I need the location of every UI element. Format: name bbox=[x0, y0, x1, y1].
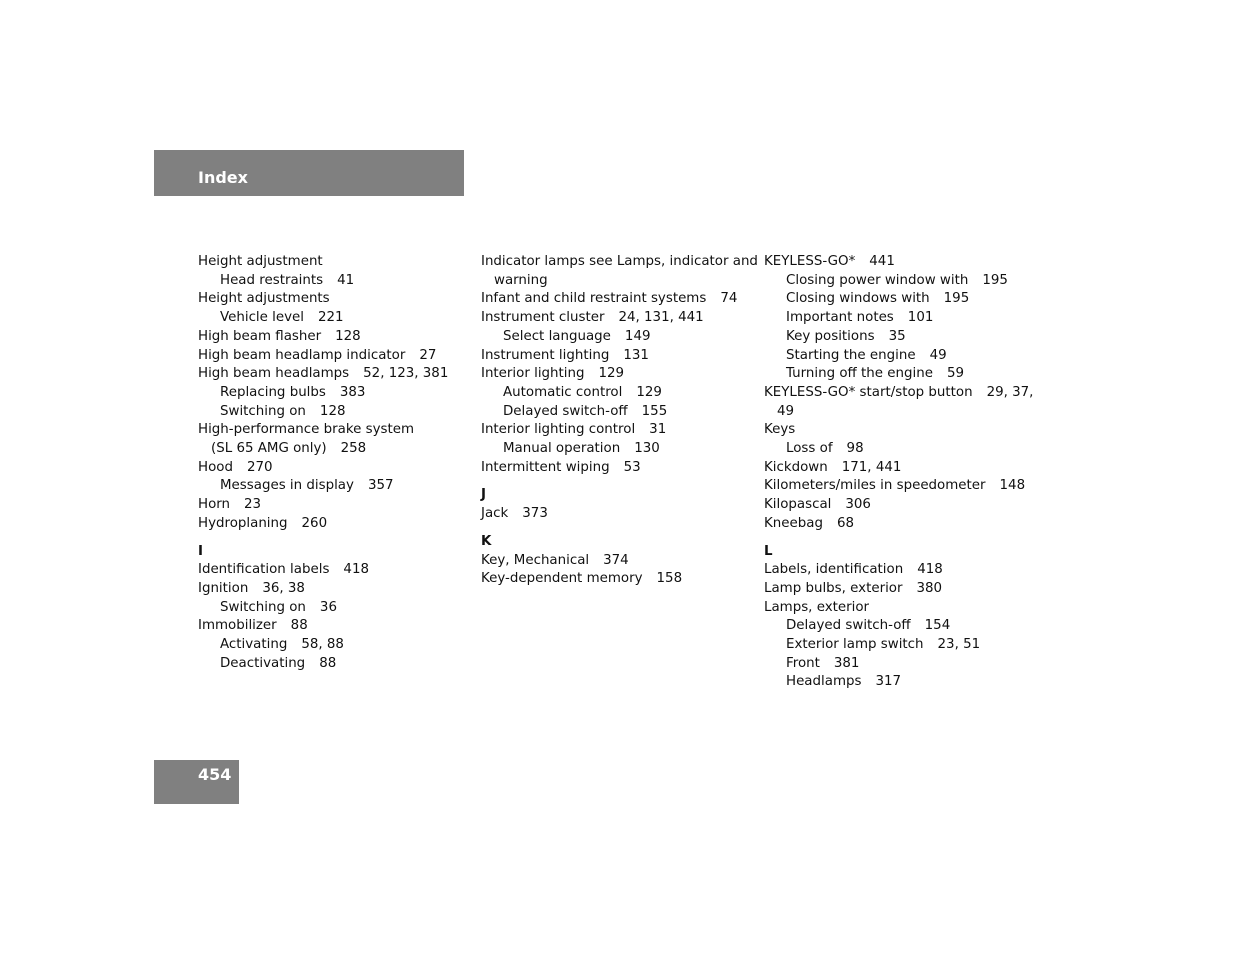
entry-text: Replacing bulbs bbox=[220, 384, 326, 400]
entry-text: Manual operation bbox=[503, 441, 621, 457]
index-entry bbox=[764, 599, 1034, 618]
index-entry bbox=[481, 272, 751, 291]
page-number-box bbox=[154, 760, 239, 804]
page-reference: 373 bbox=[522, 506, 548, 522]
index-entry bbox=[198, 580, 468, 599]
page-reference: 158 bbox=[656, 571, 683, 587]
entry-text: (SL 65 AMG only) bbox=[211, 441, 327, 457]
index-header-bar bbox=[154, 150, 464, 196]
entry-text: Hydroplaning bbox=[198, 515, 288, 531]
entry-text: Lamps, exterior bbox=[764, 599, 870, 615]
page-reference: 306 bbox=[845, 497, 871, 513]
entry-text: Key positions bbox=[786, 328, 875, 344]
index-entry bbox=[481, 347, 751, 366]
entry-text: Switching on bbox=[220, 403, 306, 419]
page-reference: 374 bbox=[603, 552, 629, 568]
index-column-2 bbox=[481, 253, 758, 589]
page-reference: 88 bbox=[290, 618, 308, 634]
entry-text: Switching on bbox=[220, 599, 306, 615]
page-reference: 381 bbox=[833, 655, 860, 671]
index-letter-heading: L bbox=[764, 543, 773, 559]
index-entry bbox=[198, 515, 468, 534]
index-entry bbox=[198, 365, 468, 384]
entry-text: Identification labels bbox=[198, 562, 330, 578]
index-entry bbox=[198, 328, 468, 347]
entry-text: Kneebag bbox=[764, 515, 823, 531]
page-reference: 23 bbox=[244, 497, 262, 513]
entry-text: Key-dependent memory bbox=[481, 571, 643, 587]
entry-text: High beam headlamps bbox=[198, 366, 350, 382]
index-subentry bbox=[764, 290, 1034, 309]
page-reference: 270 bbox=[246, 459, 273, 475]
index-entry bbox=[764, 477, 1034, 496]
page-reference: 88 bbox=[319, 655, 337, 671]
index-letter-heading: I bbox=[198, 543, 203, 559]
entry-text: Front bbox=[786, 655, 820, 671]
index-entry bbox=[764, 253, 1034, 272]
index-subentry bbox=[481, 384, 751, 403]
page-reference: 129 bbox=[636, 384, 662, 400]
page-reference: 131 bbox=[623, 347, 649, 363]
index-entry bbox=[764, 384, 1034, 403]
entry-text: Kilopascal bbox=[764, 497, 832, 513]
index-subentry bbox=[481, 440, 751, 459]
index-column-1 bbox=[198, 253, 468, 673]
entry-text: Closing power window with bbox=[786, 272, 969, 288]
page-reference: 418 bbox=[917, 562, 943, 578]
index-subentry bbox=[481, 328, 751, 347]
index-entry bbox=[481, 253, 758, 272]
index-subentry bbox=[764, 272, 1034, 291]
entry-text: Ignition bbox=[198, 580, 249, 596]
page-reference: 101 bbox=[907, 310, 934, 326]
entry-text: Horn bbox=[198, 497, 231, 513]
index-entry bbox=[198, 496, 468, 515]
page-reference: 383 bbox=[339, 384, 366, 400]
index-entry bbox=[198, 347, 468, 366]
page-reference: 74 bbox=[720, 291, 738, 307]
index-subentry bbox=[198, 655, 468, 674]
index-entry bbox=[481, 290, 751, 309]
page-reference: 128 bbox=[319, 403, 346, 419]
entry-text: Kilometers/miles in speedometer bbox=[764, 478, 986, 494]
entry-text: Delayed switch-off bbox=[786, 618, 911, 634]
index-entry bbox=[764, 580, 1034, 599]
entry-text: Kickdown bbox=[764, 459, 828, 475]
entry-text: Activating bbox=[220, 637, 288, 653]
page-reference: 130 bbox=[634, 441, 660, 457]
page-reference: 128 bbox=[335, 328, 361, 344]
index-subentry bbox=[764, 365, 1034, 384]
index-entry bbox=[764, 561, 1034, 580]
entry-text: Intermittent wiping bbox=[481, 459, 610, 475]
entry-text: High beam flasher bbox=[198, 328, 322, 344]
entry-text: Important notes bbox=[786, 310, 894, 326]
entry-text: Instrument cluster bbox=[481, 310, 605, 326]
page-title: Index bbox=[198, 168, 248, 187]
index-entry bbox=[198, 440, 468, 459]
page-reference: 36 bbox=[319, 599, 337, 615]
page-reference: 31 bbox=[649, 422, 667, 438]
page-reference: 155 bbox=[641, 403, 668, 419]
entry-text: Head restraints bbox=[220, 272, 324, 288]
index-entry bbox=[481, 552, 751, 571]
entry-text: KEYLESS-GO* bbox=[764, 254, 856, 269]
index-subentry bbox=[764, 347, 1034, 366]
index-subentry bbox=[198, 599, 468, 618]
index-entry bbox=[198, 290, 468, 309]
page-reference: 41 bbox=[337, 272, 355, 288]
entry-text: Headlamps bbox=[786, 674, 862, 690]
page-reference: 29, 37, bbox=[986, 384, 1034, 400]
index-entry bbox=[481, 459, 751, 478]
page-reference: 221 bbox=[318, 310, 344, 326]
entry-text: Infant and child restraint systems bbox=[481, 291, 707, 307]
index-subentry bbox=[764, 328, 1034, 347]
page-reference: 258 bbox=[340, 441, 367, 457]
page-reference: 53 bbox=[623, 459, 641, 475]
index-entry bbox=[481, 309, 751, 328]
entry-text: Interior lighting control bbox=[481, 422, 636, 438]
page-reference: 195 bbox=[943, 291, 970, 307]
page-reference: 68 bbox=[836, 515, 854, 531]
index-letter-heading: J bbox=[481, 487, 486, 503]
entry-text: Vehicle level bbox=[220, 310, 304, 326]
page-reference: 260 bbox=[301, 515, 328, 531]
entry-text: Deactivating bbox=[220, 655, 306, 671]
entry-text: High beam headlamp indicator bbox=[198, 347, 406, 363]
index-subentry bbox=[764, 636, 1034, 655]
page-reference: 129 bbox=[598, 366, 625, 382]
index-entry bbox=[481, 505, 751, 524]
page-reference: 418 bbox=[343, 562, 369, 578]
index-entry bbox=[198, 253, 468, 272]
entry-text: Instrument lighting bbox=[481, 347, 610, 363]
entry-text: Loss of bbox=[786, 441, 833, 457]
index-subentry bbox=[764, 617, 1034, 636]
page-reference: 149 bbox=[624, 328, 651, 344]
page-reference: 317 bbox=[875, 674, 902, 690]
index-column-3 bbox=[764, 253, 1034, 692]
entry-text: Height adjustments bbox=[198, 291, 330, 307]
entry-text: Lamp bulbs, exterior bbox=[764, 580, 903, 596]
index-subentry bbox=[764, 673, 1034, 692]
index-entry bbox=[198, 617, 468, 636]
entry-text: Jack bbox=[481, 506, 509, 522]
index-entry bbox=[764, 403, 1034, 422]
index-subentry bbox=[764, 440, 1034, 459]
index-subentry bbox=[198, 477, 468, 496]
entry-text: Messages in display bbox=[220, 478, 354, 494]
index-subentry bbox=[198, 384, 468, 403]
index-entry bbox=[481, 421, 751, 440]
page-reference: 35 bbox=[888, 328, 906, 344]
index-subentry bbox=[481, 403, 751, 422]
index-entry bbox=[198, 421, 468, 440]
entry-text: 49 bbox=[777, 403, 795, 419]
page-reference: 52, 123, 381 bbox=[363, 366, 449, 382]
page-reference: 27 bbox=[419, 347, 437, 363]
entry-text: Key, Mechanical bbox=[481, 552, 590, 568]
index-entry bbox=[198, 561, 468, 580]
page-reference: 357 bbox=[367, 478, 394, 494]
page-reference: 98 bbox=[846, 441, 864, 457]
page-reference: 171, 441 bbox=[841, 459, 902, 475]
index-subentry bbox=[198, 272, 468, 291]
entry-text: Height adjustment bbox=[198, 254, 323, 269]
page-reference: 195 bbox=[982, 272, 1008, 288]
page-reference: 441 bbox=[869, 254, 895, 269]
index-subentry bbox=[198, 403, 468, 422]
page-reference: 148 bbox=[999, 478, 1026, 494]
entry-text: Starting the engine bbox=[786, 347, 916, 363]
index-subentry bbox=[198, 636, 468, 655]
page-reference: 59 bbox=[946, 366, 964, 382]
index-entry bbox=[764, 421, 1034, 440]
entry-text: warning bbox=[494, 272, 548, 288]
entry-text: Closing windows with bbox=[786, 291, 930, 307]
page-reference: 24, 131, 441 bbox=[618, 310, 704, 326]
index-entry bbox=[481, 365, 751, 384]
entry-text: Indicator lamps see Lamps, indicator and bbox=[481, 254, 758, 269]
index-entry bbox=[481, 570, 751, 589]
page-reference: 23, 51 bbox=[937, 637, 981, 653]
index-subentry bbox=[764, 309, 1034, 328]
index-entry bbox=[764, 515, 1034, 534]
index-subentry bbox=[198, 309, 468, 328]
entry-text: Labels, identification bbox=[764, 562, 904, 578]
entry-text: Hood bbox=[198, 459, 233, 475]
entry-text: Select language bbox=[503, 328, 611, 344]
index-entry bbox=[198, 459, 468, 478]
entry-text: KEYLESS-GO* start/stop button bbox=[764, 384, 973, 400]
entry-text: Interior lighting bbox=[481, 366, 585, 382]
entry-text: Keys bbox=[764, 422, 796, 438]
index-entry bbox=[764, 496, 1034, 515]
page-reference: 36, 38 bbox=[262, 580, 305, 596]
entry-text: High-performance brake system bbox=[198, 422, 415, 438]
page-reference: 58, 88 bbox=[301, 637, 344, 653]
page-reference: 380 bbox=[916, 580, 943, 596]
entry-text: Delayed switch-off bbox=[503, 403, 628, 419]
index-letter-heading: K bbox=[481, 533, 492, 549]
index-entry bbox=[764, 459, 1034, 478]
entry-text: Immobilizer bbox=[198, 618, 277, 634]
page-reference: 49 bbox=[929, 347, 947, 363]
entry-text: Exterior lamp switch bbox=[786, 637, 924, 653]
page-reference: 154 bbox=[924, 618, 951, 634]
page-number: 454 bbox=[198, 765, 232, 784]
entry-text: Automatic control bbox=[503, 384, 623, 400]
index-subentry bbox=[764, 655, 1034, 674]
entry-text: Turning off the engine bbox=[786, 366, 933, 382]
